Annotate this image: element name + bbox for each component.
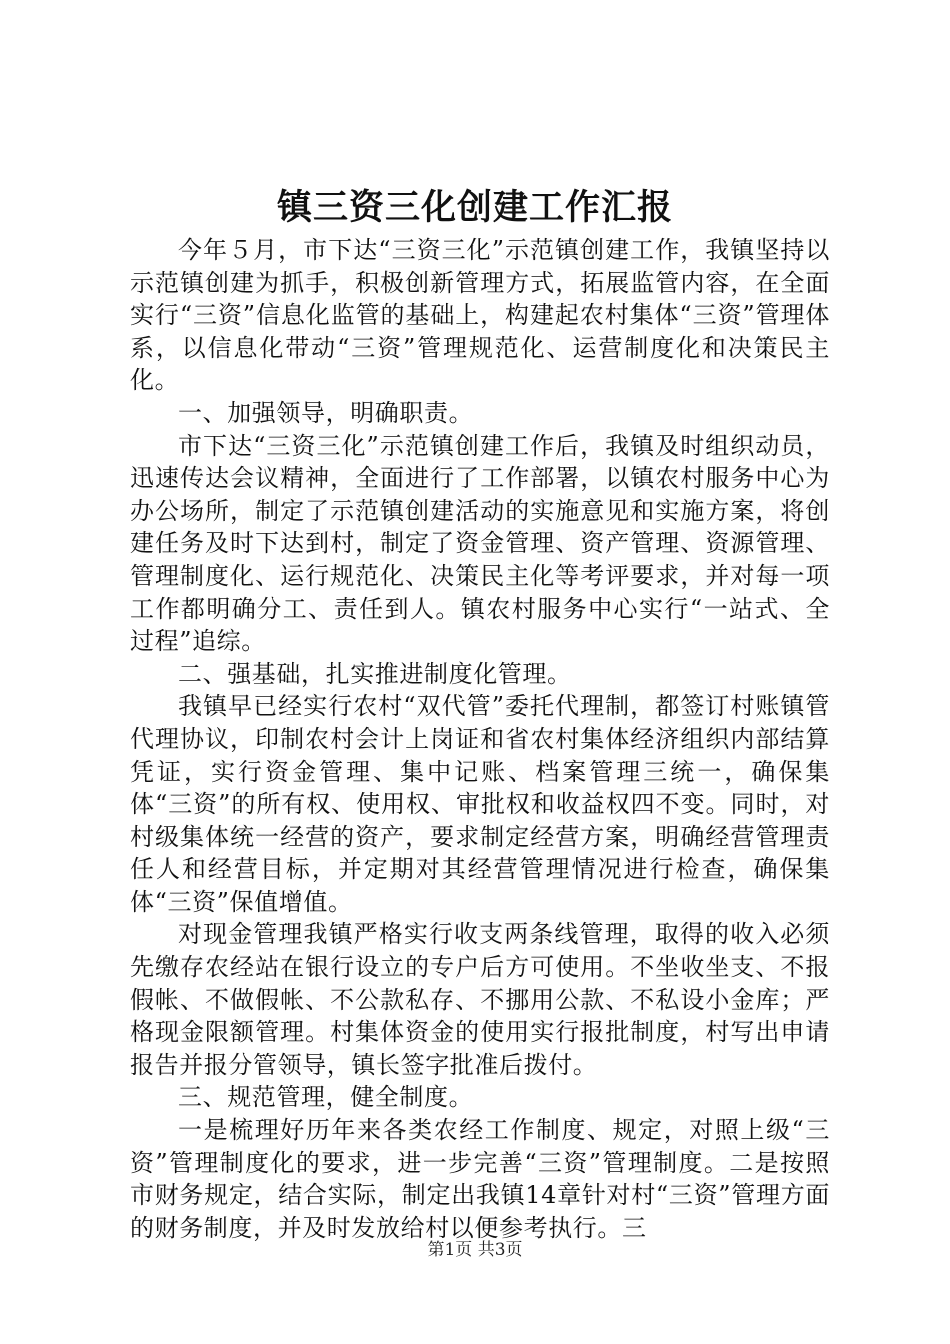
- document-body: [130, 234, 830, 1244]
- section-heading-1: 一、加强领导，明确职责。: [178, 398, 474, 427]
- page-number-footer: 第1页 共3页: [427, 1240, 523, 1260]
- paragraph-intro: 今年５月，市下达“三资三化”示范镇创建工作，我镇坚持以示范镇创建为抓手，积极创新管理方式，拓展监管内容，在全面实行“三资”信息化监管的基础上，构建起农村集体“三资”管理体系，以信息化带动“三资”管理规范化、运营制度化和决策民主化。: [130, 236, 830, 395]
- document-title: 镇三资三化创建工作汇报: [276, 187, 673, 228]
- section-heading-2: 二、强基础，扎实推进制度化管理。: [178, 659, 572, 688]
- paragraph-section-2a: 我镇早已经实行农村“双代管”委托代理制，都签订村账镇管代理协议，印制农村会计上岗证和省农村集体经济组织内部结算凭证，实行资金管理、集中记账、档案管理三统一，确保集体“三资”的所有权、使用权、审批权和收益权四不变。同时，对村级集体统一经营的资产，要求制定经营方案，明确经营管理责任人和经营目标，并定期对其经营管理情况进行检查，确保集体“三资”保值增值。: [130, 692, 830, 916]
- paragraph-section-2b: 对现金管理我镇严格实行收支两条线管理，取得的收入必须先缴存农经站在银行设立的专户后方可使用。不坐收坐支、不报假帐、不做假帐、不公款私存、不挪用公款、不私设小金库；严格现金限额管理。村集体资金的使用实行报批制度，村写出申请报告并报分管领导，镇长签字批准后拨付。: [130, 920, 830, 1079]
- paragraph-section-1: 市下达“三资三化”示范镇创建工作后，我镇及时组织动员，迅速传达会议精神，全面进行了工作部署，以镇农村服务中心为办公场所，制定了示范镇创建活动的实施意见和实施方案，将创建任务及时下达到村，制定了资金管理、资产管理、资源管理、管理制度化、运行规范化、决策民主化等考评要求，并对每一项工作都明确分工、责任到人。镇农村服务中心实行“一站式、全过程”追综。: [130, 431, 830, 656]
- section-heading-3: 三、规范管理，健全制度。: [178, 1083, 474, 1112]
- paragraph-section-3: 一是梳理好历年来各类农经工作制度、规定，对照上级“三资”管理制度化的要求，进一步完善“三资”管理制度。二是按照市财务规定，结合实际，制定出我镇14章针对村“三资”管理方面的财务制度，并及时发放给村以便参考执行。三: [130, 1116, 830, 1242]
